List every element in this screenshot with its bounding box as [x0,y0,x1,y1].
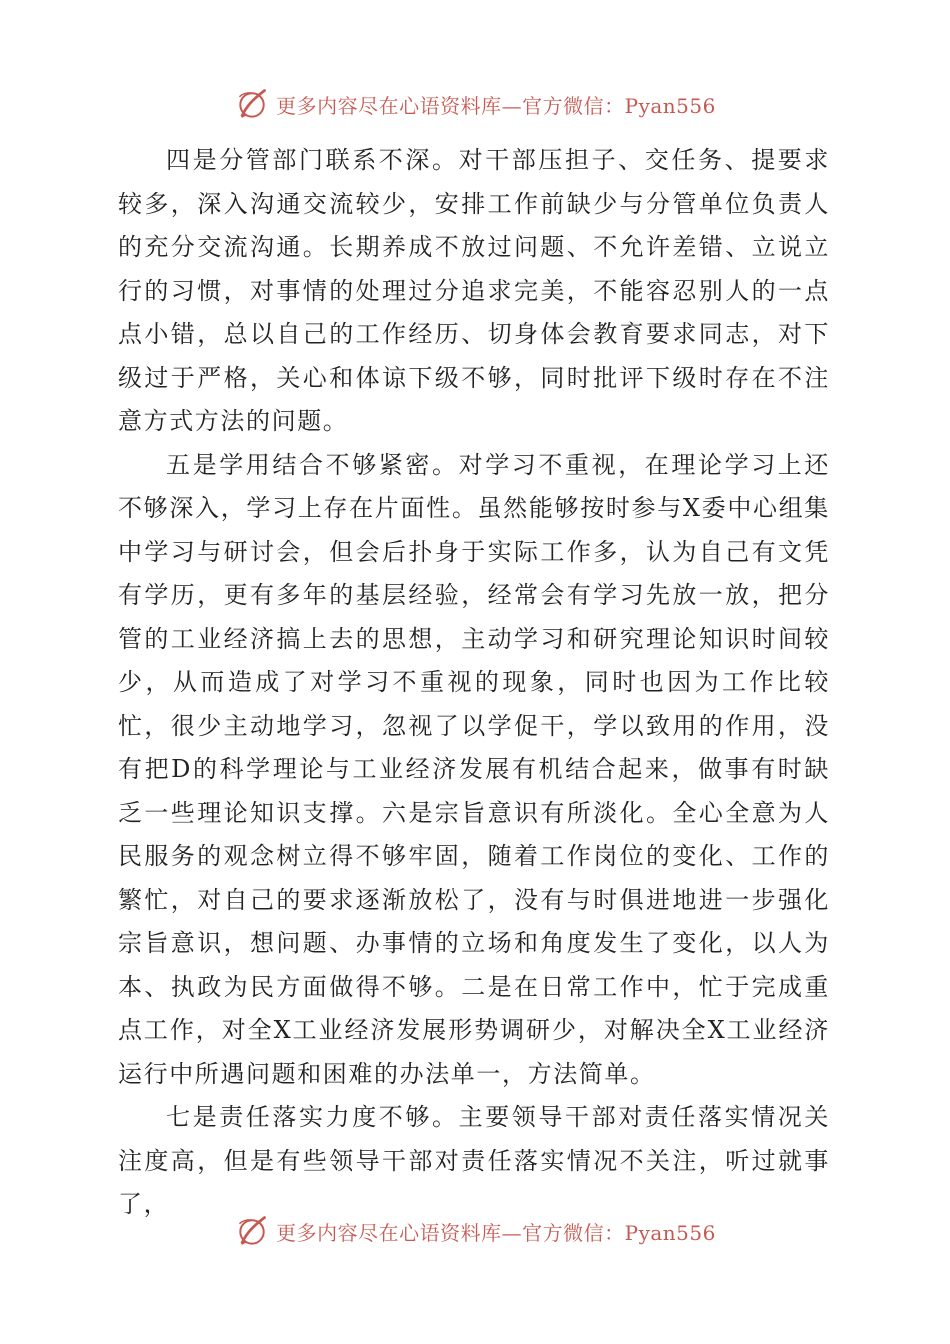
paragraph: 五是学用结合不够紧密。对学习不重视，在理论学习上还不够深入，学习上存在片面性。虽然能够按时参与X委中心组集中学习与研讨会，但会后扑身于实际工作多，认为自己有文凭有学历，更有多年的基层经验，经常会有学习先放一放，把分管的工业经济搞上去的思想，主动学习和研究理论知识时间较少，从而造成了对学习不重视的现象，同时也因为工作比较忙，很少主动地学习，忽视了以学促干，学以致用的作用，没有把D的科学理论与工业经济发展有机结合起来，做事有时缺乏一些理论知识支撑。六是宗旨意识有所淡化。全心全意为人民服务的观念树立得不够牢固，随着工作岗位的变化、工作的繁忙，对自己的要求逐渐放松了，没有与时俱进地进一步强化宗旨意识，想问题、办事情的立场和角度发生了变化，以人为本、执政为民方面做得不够。二是在日常工作中，忙于完成重点工作，对全X工业经济发展形势调研少，对解决全X工业经济运行中所遇问题和困难的办法单一，方法简单。 [118,450,830,1088]
document-body [118,139,830,1227]
pen-circle-logo-icon [234,86,270,122]
header-banner-text: 更多内容尽在心语资料库—官方微信：Pyan556 [276,93,716,118]
footer-banner-text: 更多内容尽在心语资料库—官方微信：Pyan556 [276,1220,716,1245]
header-banner [0,84,950,124]
paragraph: 七是责任落实力度不够。主要领导干部对责任落实情况关注度高，但是有些领导干部对责任落实情况不关注，听过就事了， [118,1103,830,1218]
footer-banner [0,1211,950,1251]
paragraph: 四是分管部门联系不深。对干部压担子、交任务、提要求较多，深入沟通交流较少，安排工作前缺少与分管单位负责人的充分交流沟通。长期养成不放过问题、不允许差错、立说立行的习惯，对事情的处理过分追求完美，不能容忍别人的一点点小错，总以自己的工作经历、切身体会教育要求同志，对下级过于严格，关心和体谅下级不够，同时批评下级时存在不注意方式方法的问题。 [118,146,830,435]
pen-circle-logo-icon [234,1213,270,1249]
